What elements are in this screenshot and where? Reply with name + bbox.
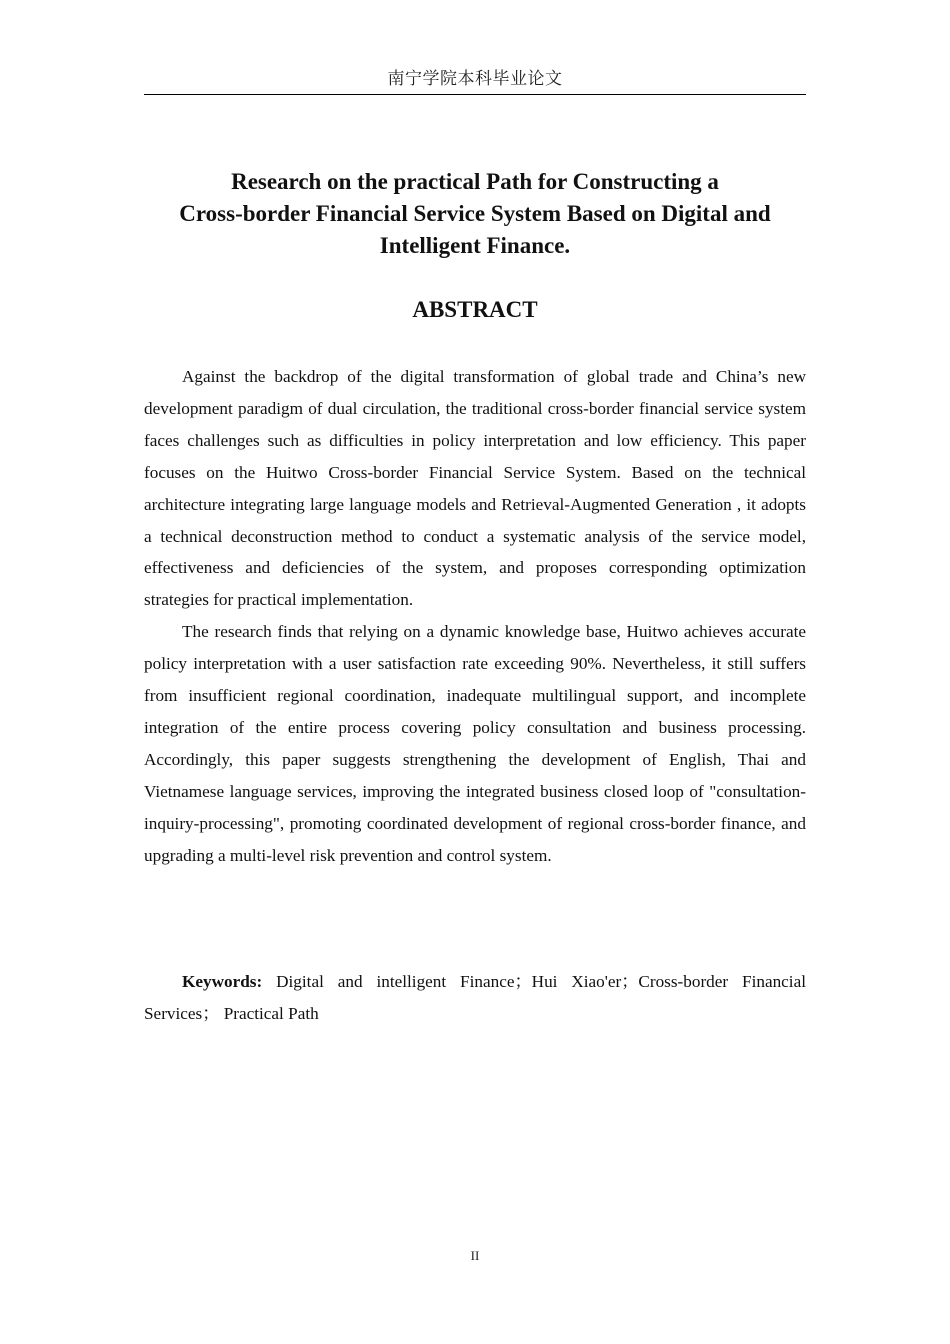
running-header: 南宁学院本科毕业论文 <box>387 69 563 89</box>
abstract-paragraph-1: Against the backdrop of the digital transformation of global trade and China’s new development paradigm of dual circulation, the traditional cross-border financial service system faces challenges such as difficulties in policy interpretation and low efficiency. This paper focuses on the Huitwo Cross-border Financial Service System. Based on the technical architecture integrating large language models and Retrieval-Augmented Generation , it adopts a technical deconstruction method to conduct a systematic analysis of the service model, effectiveness and deficiencies of the system, and proposes corresponding optimization strategies for practical implementation. <box>144 367 806 610</box>
title-line-2: Cross-border Financial Service System Based on Digital and <box>179 201 771 226</box>
title-line-3: Intelligent Finance. <box>379 233 571 258</box>
keywords-label: Keywords: <box>182 972 263 991</box>
abstract-body <box>144 361 806 872</box>
abstract-paragraph-2: The research finds that relying on a dynamic knowledge base, Huitwo achieves accurate policy interpretation with a user satisfaction rate exceeding 90%. Nevertheless, it still suffers from insufficient regional coordination, inadequate multilingual support, and incomplete integration of the entire process covering policy consultation and business processing. Accordingly, this paper suggests strengthening the development of English, Thai and Vietnamese language services, improving the integrated business closed loop of "consultation-inquiry-processing", promoting coordinated development of regional cross-border finance, and upgrading a multi-level risk prevention and control system. <box>144 622 806 865</box>
header-rule <box>144 94 806 95</box>
keywords-text: Digital and intelligent Finance；Hui Xiao'er；Cross-border Financial Services； Practical Path <box>144 972 806 1023</box>
thesis-title <box>134 166 816 262</box>
title-line-1: Research on the practical Path for Constructing a <box>231 169 719 194</box>
keywords-line <box>144 966 806 1030</box>
page-number: II <box>470 1248 480 1263</box>
abstract-heading: ABSTRACT <box>412 297 538 322</box>
